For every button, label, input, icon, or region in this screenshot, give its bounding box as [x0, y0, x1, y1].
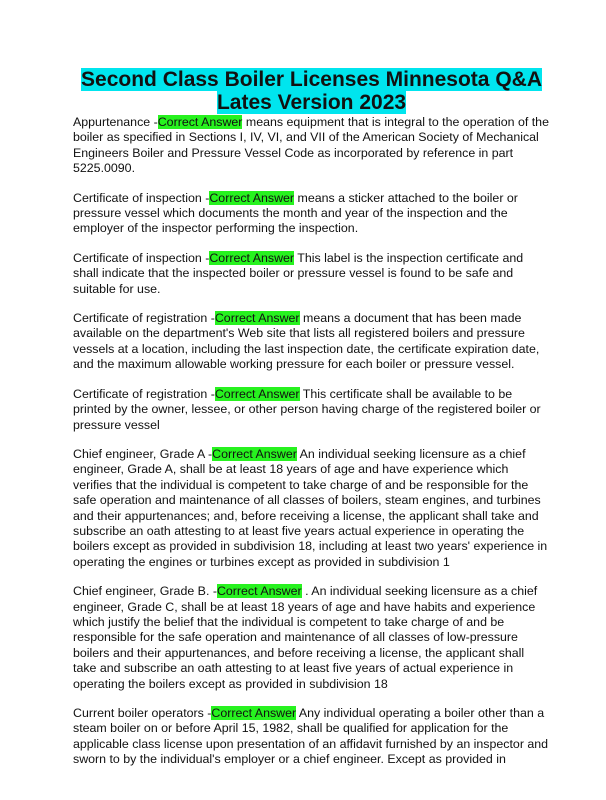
entry-definition: means a sticker attached to the boiler or pressure vessel which documents the month and year of the inspection and the employer of the inspector performing the inspection.	[73, 190, 518, 236]
entry-definition: This certificate shall be available to be printed by the owner, lessee, or other person having charge of the registered boiler or pressure vessel	[73, 386, 541, 432]
document-title	[73, 68, 550, 114]
entry-term: Current boiler operators -	[73, 706, 212, 720]
qa-entry	[73, 115, 550, 177]
entry-definition: means a document that has been made available on the department's Web site that lists all registered boilers and pressure vessels at a location, including the last inspection date, the certificate expiration date, and the maximum allowable working pressure for each boiler or pressure vessel.	[73, 311, 540, 372]
entry-term: Certificate of registration -	[73, 386, 215, 401]
qa-entry	[73, 311, 550, 373]
qa-entry	[73, 191, 550, 237]
qa-entry	[73, 584, 550, 692]
entry-definition: This label is the inspection certificate and shall indicate that the inspected boiler or pressure vessel is found to be safe and suitable for use.	[73, 250, 524, 296]
entry-definition: An individual seeking licensure as a chief engineer, Grade A, shall be at least 18 years of age and have experience which verifies that the individual is competent to take charge of and be responsible for the safe operation and maintenance of all classes of boilers, steam engines, and turbines and their appurtenances; and, before receiving a license, the applicant shall take and subscribe an oath attesting to at least five years actual experience in operating the boilers except as provided in subdivision 18, including at least two years' experience in operating the engines or turbines except as provided in subdivision 1	[73, 446, 548, 569]
entry-definition: Any individual operating a boiler other than a steam boiler on or before April 15, 1982, shall be qualified for application for the applicable class license upon presentation of an affidavit furnished by an inspector and sworn to by the individual's employer or a chief engineer. Except as provided in	[73, 706, 549, 767]
entry-term: Appurtenance -	[73, 115, 158, 129]
entry-definition: means equipment that is integral to the operation of the boiler as specified in Sections I, IV, VI, and VII of the American Society of Mechanical Engineers Boiler and Pressure Vessel Code as incorporated by reference in part 5225.0090.	[73, 115, 549, 176]
entry-term: Certificate of inspection -	[73, 190, 210, 205]
qa-entry	[73, 706, 550, 768]
correct-answer-highlight: Correct Answer	[212, 446, 297, 461]
correct-answer-highlight: Correct Answer	[214, 386, 300, 401]
correct-answer-highlight: Correct Answer	[216, 584, 302, 599]
qa-entry	[73, 387, 550, 433]
correct-answer-highlight: Correct Answer	[157, 115, 243, 129]
entry-definition: . An individual seeking licensure as a chief engineer, Grade C, shall be at least 18 years of age and have habits and experience which justify the belief that the individual is competent to take charge of and be responsible for the safe operation and maintenance of all classes of low-pressure boilers and their appurtenances, and before receiving a license, the applicant shall take and subscribe an oath attesting to at least five years of actual experience in operating the boilers except as provided in subdivision 18	[73, 584, 538, 691]
entry-term: Certificate of inspection -	[73, 250, 210, 265]
correct-answer-highlight: Correct Answer	[209, 250, 295, 265]
correct-answer-highlight: Correct Answer	[211, 706, 297, 720]
title-highlight: Second Class Boiler Licenses Minnesota Q&A Lates Version 2023	[81, 68, 542, 114]
correct-answer-highlight: Correct Answer	[214, 311, 300, 326]
entry-term: Chief engineer, Grade B. -	[73, 584, 217, 599]
correct-answer-highlight: Correct Answer	[209, 190, 295, 205]
qa-entry	[73, 447, 550, 570]
entry-term: Chief engineer, Grade A -	[73, 446, 213, 461]
qa-entry	[73, 251, 550, 297]
entry-term: Certificate of registration -	[73, 311, 215, 326]
